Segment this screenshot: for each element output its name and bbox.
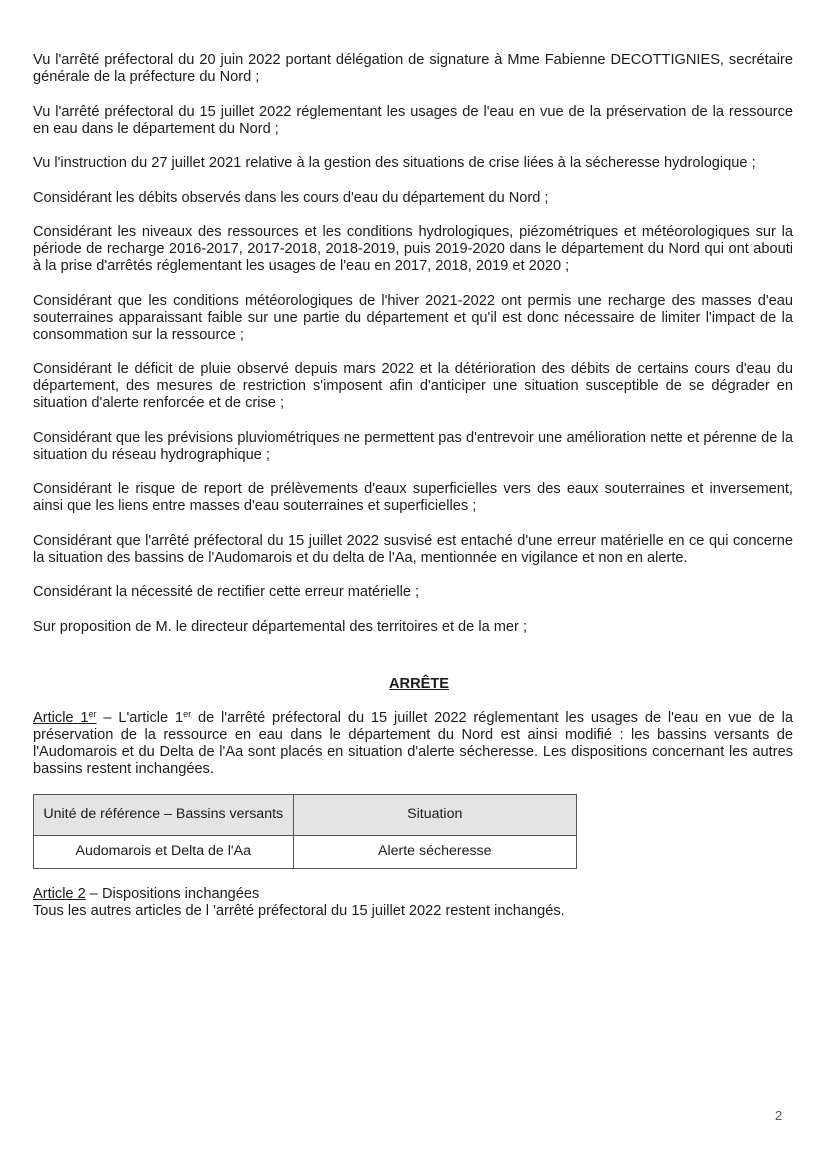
article-2-text: Tous les autres articles de l 'arrêté préfectoral du 15 juillet 2022 restent inchangés. — [33, 902, 565, 919]
decision-heading: ARRÊTE — [389, 675, 449, 692]
table-cell: Alerte sécheresse — [293, 835, 576, 868]
considerant-paragraph: Considérant que les conditions météorologiques de l'hiver 2021-2022 ont permis une recharge des masses d'eau souterraines apparaissant faible sur une partie du département et qu'il est donc nécessaire de limiter l'impact de la consommation sur la ressource ; — [33, 292, 793, 343]
article-2-heading — [33, 886, 793, 903]
considerant-paragraph: Vu l'arrêté préfectoral du 20 juin 2022 portant délégation de signature à Mme Fabienne DECOTTIGNIES, secrétaire générale de la préfecture du Nord ; — [33, 52, 793, 85]
considerant-paragraph: Considérant que l'arrêté préfectoral du 15 juillet 2022 susvisé est entaché d'une erreur matérielle en ce qui concerne la situation des bassins de l'Audomarois et du delta de l'Aa, mentionnée en vigilance et non en alerte. — [33, 532, 793, 566]
considerant-paragraph: Considérant le risque de report de prélèvements d'eaux superficielles vers des eaux souterraines et inversement, ainsi que les liens entre masses d'eau souterraines et superficielles ; — [33, 481, 793, 514]
considerant-paragraph: Vu l'arrêté préfectoral du 15 juillet 2022 réglementant les usages de l'eau en vue de la préservation de la ressource en eau dans le département du Nord ; — [33, 103, 793, 137]
article-2 — [33, 886, 793, 920]
page-number: 2 — [775, 1108, 783, 1123]
considerant-paragraph: Vu l'instruction du 27 juillet 2021 relative à la gestion des situations de crise liées à la sécheresse hydrologique ; — [33, 155, 756, 171]
considerant-paragraph: Considérant les débits observés dans les cours d'eau du département du Nord ; — [33, 189, 549, 206]
table-row — [34, 835, 577, 868]
article-2-label: Article 2 — [33, 885, 86, 902]
considerant-paragraph: Considérant les niveaux des ressources et les conditions hydrologiques, piézométriques et météorologiques sur la période de recharge 2016-2017, 2017-2018, 2018-2019, puis 2019-2020 dans le département du Nord qui ont abouti à la prise d'arrêtés réglementant les usages de l'eau en 2017, 2018, 2019 et 2020 ; — [33, 224, 793, 274]
article-2-title: – Dispositions inchangées — [85, 885, 260, 902]
table-cell: Audomarois et Delta de l'Aa — [34, 835, 294, 868]
reference-table — [33, 794, 577, 869]
considerant-paragraph: Considérant la nécessité de rectifier cette erreur matérielle ; — [33, 584, 420, 600]
considerant-paragraph: Considérant que les prévisions pluviométriques ne permettent pas d'entrevoir une amélioration nette et pérenne de la situation du réseau hydrographique ; — [33, 429, 793, 463]
considerant-paragraph: Considérant le déficit de pluie observé depuis mars 2022 et la détérioration des débits de certains cours d'eau du département, des mesures de restriction s'imposent afin d'anticiper une situation susceptible de se dégrader en situation d'alerte renforcée et de crise ; — [33, 361, 793, 411]
table-header-row — [34, 794, 577, 835]
document-body — [33, 52, 793, 920]
table-header-cell: Situation — [293, 794, 576, 835]
article-1-label: Article 1er — [33, 708, 97, 726]
article-1-text-before: – L'article 1 — [96, 709, 184, 726]
considerant-paragraph: Sur proposition de M. le directeur départemental des territoires et de la mer ; — [33, 618, 527, 635]
article-1-text-after: de l'arrêté préfectoral du 15 juillet 2022 réglementant les usages de l'eau en vue de la préservation de la ressource en eau dans le département du Nord est ainsi modifié : les bassins versants de l'Audomarois et du Delta de l'Aa sont placés en situation d'alerte sécheresse. Les dispositions concernant les autres bassins restent inchangées. — [33, 709, 793, 777]
table-header-cell: Unité de référence – Bassins versants — [34, 794, 294, 835]
article-1-text-sup: er — [183, 708, 192, 719]
article-1 — [33, 710, 793, 778]
